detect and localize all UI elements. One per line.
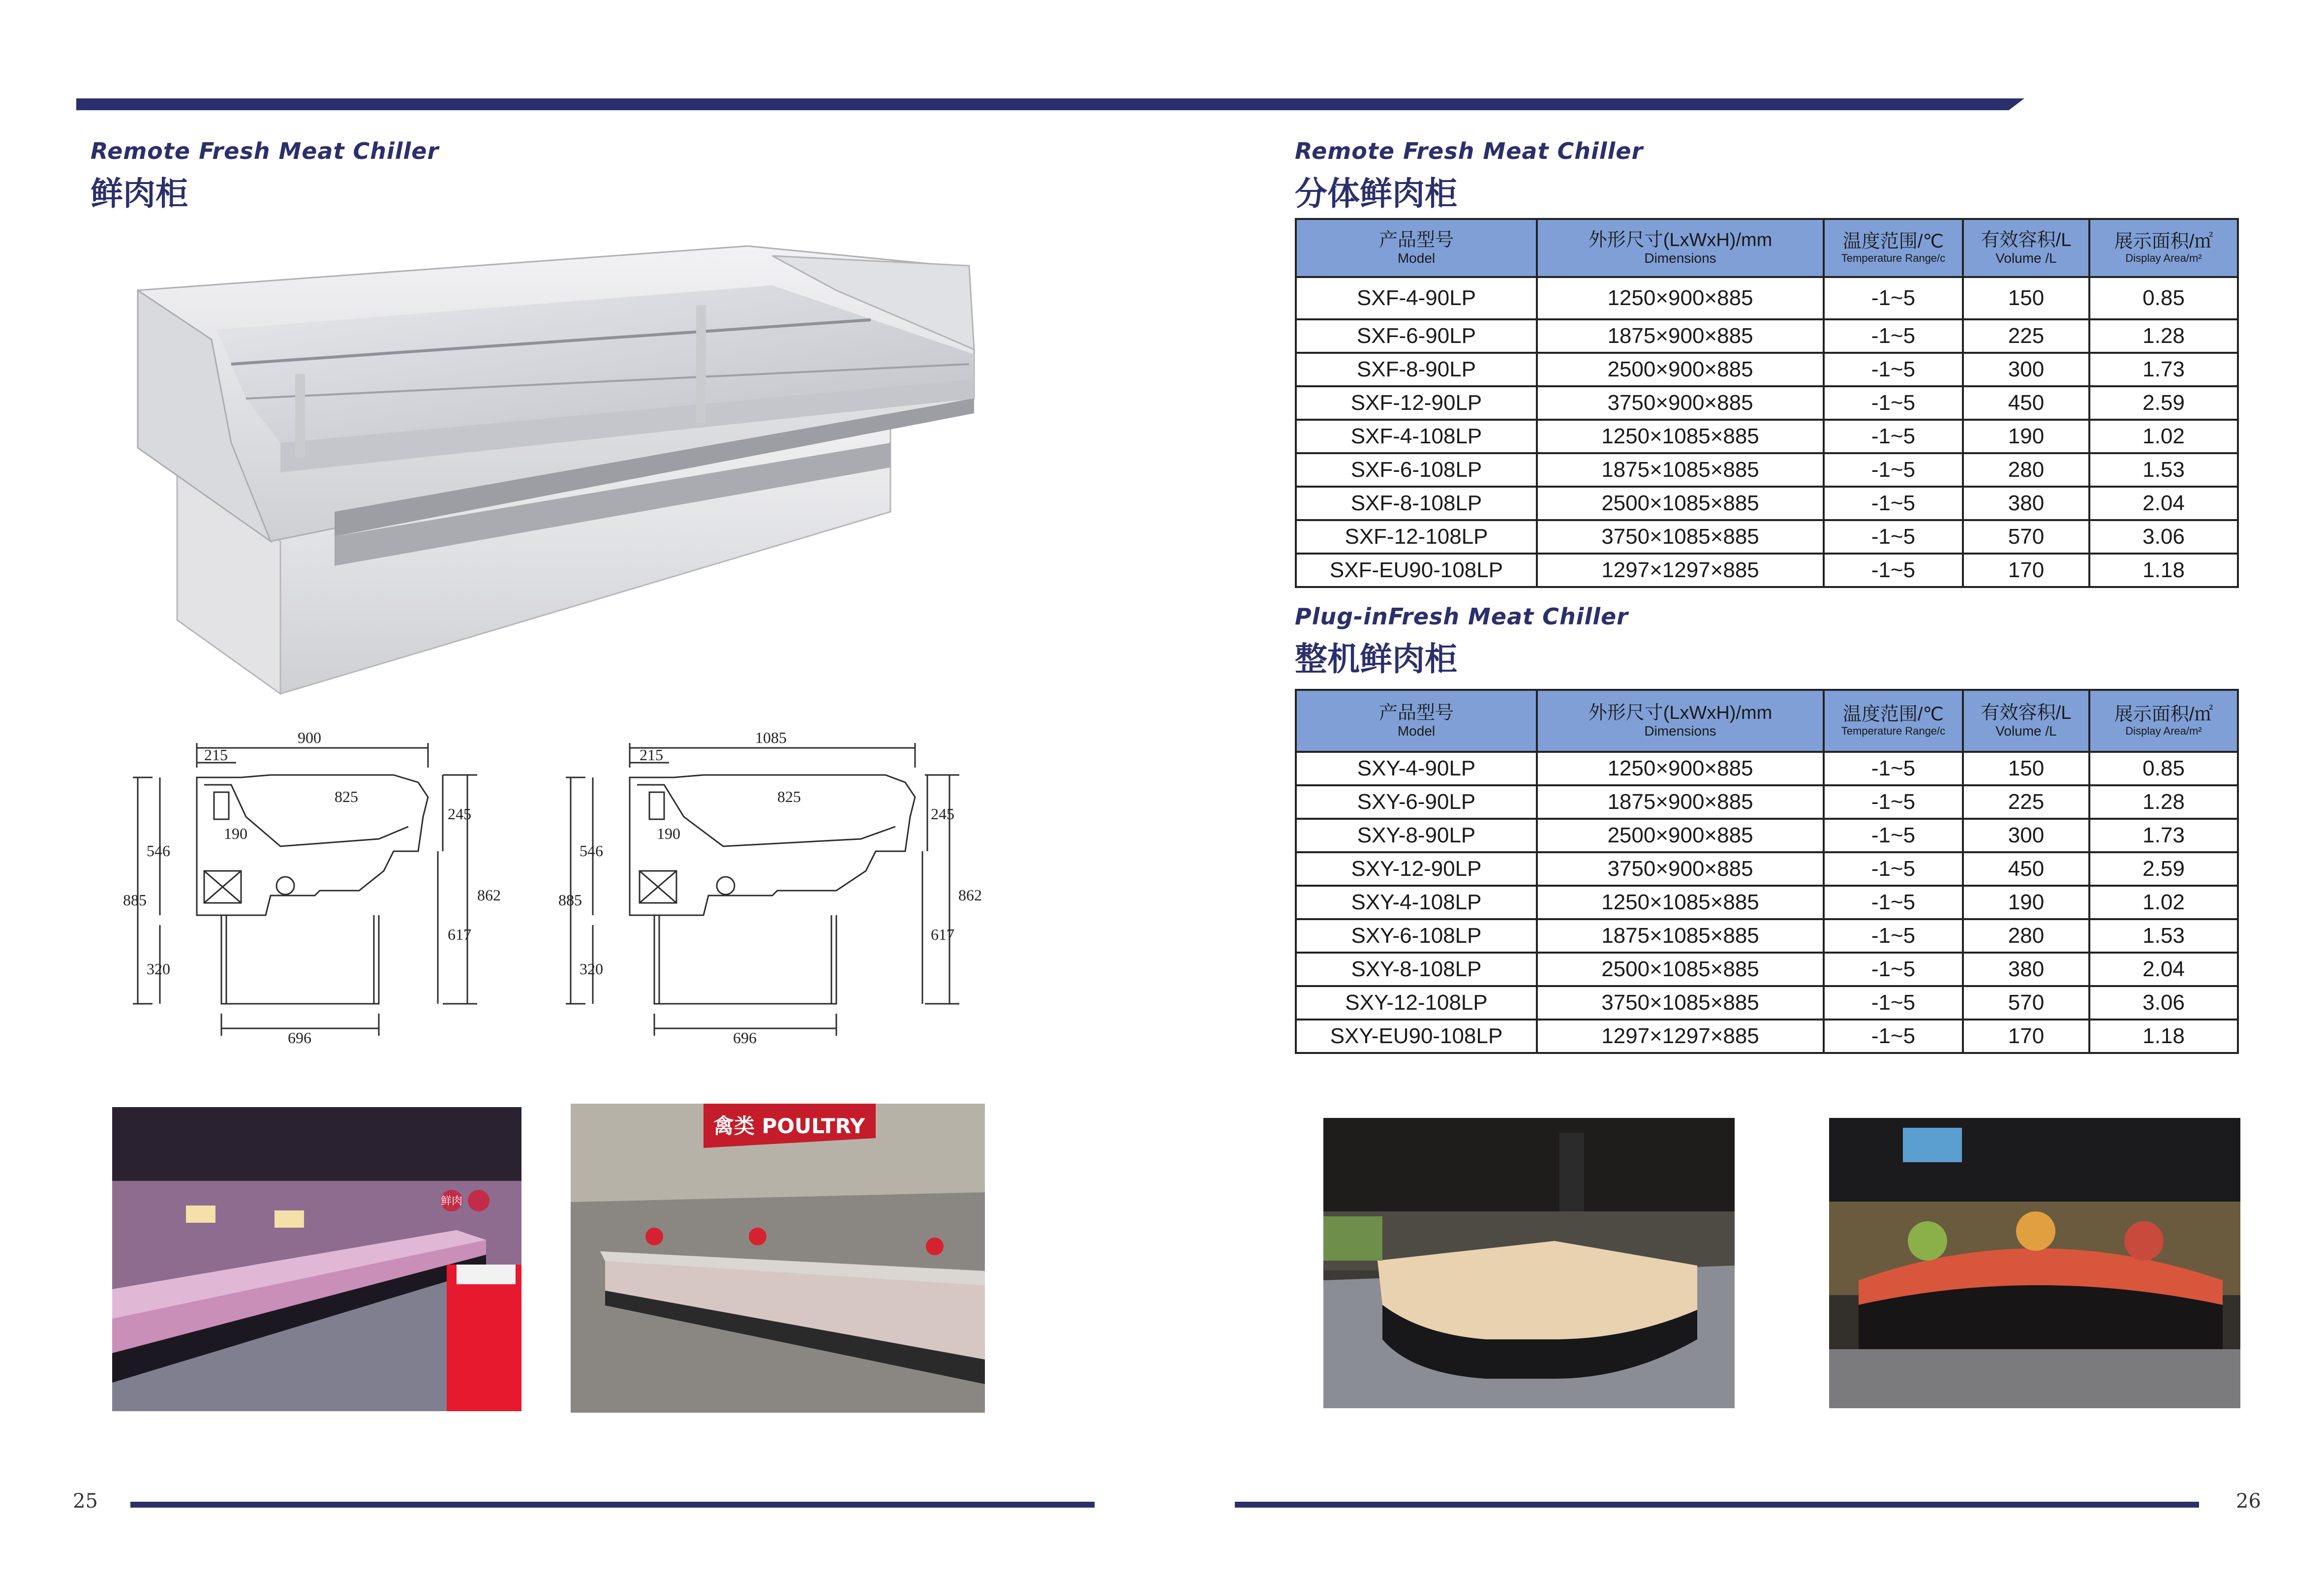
cell-temperature: -1~5	[1824, 953, 1963, 986]
table-row	[1296, 487, 2238, 520]
cell-dimensions: 1297×1297×885	[1537, 1020, 1824, 1053]
cell-volume: 570	[1963, 986, 2089, 1020]
dim-d1: 215	[204, 746, 228, 764]
cell-temperature: -1~5	[1824, 852, 1963, 886]
left-title-cn: 鲜肉柜	[91, 175, 188, 213]
cell-dimensions: 1875×1085×885	[1537, 453, 1824, 487]
side-section-drawing-1085	[558, 728, 984, 1047]
cell-model: SXF-8-108LP	[1296, 487, 1537, 520]
cell-display-area: 1.02	[2089, 886, 2238, 919]
top-divider-bar	[76, 98, 2024, 110]
header-temperature: 温度范围/℃ Temperature Range/c	[1824, 219, 1963, 277]
cell-volume: 190	[1963, 886, 2089, 919]
cell-temperature: -1~5	[1824, 453, 1963, 487]
cell-temperature: -1~5	[1824, 886, 1963, 919]
cell-dimensions: 3750×900×885	[1537, 386, 1824, 420]
dim-h-b: 320	[580, 960, 603, 978]
dim-base: 696	[733, 1029, 757, 1047]
cell-model: SXF-6-90LP	[1296, 319, 1537, 353]
cell-display-area: 2.04	[2089, 953, 2238, 986]
cell-volume: 190	[1963, 420, 2089, 453]
header-model: 产品型号 Model	[1296, 219, 1537, 277]
cell-dimensions: 1875×900×885	[1537, 785, 1824, 819]
dim-d1: 215	[640, 746, 663, 764]
cell-model: SXF-4-108LP	[1296, 420, 1537, 453]
cell-dimensions: 2500×1085×885	[1537, 487, 1824, 520]
remote-title-en: Remote Fresh Meat Chiller	[1295, 138, 1644, 164]
cell-temperature: -1~5	[1824, 277, 1963, 319]
cell-volume: 300	[1963, 353, 2089, 386]
cell-temperature: -1~5	[1824, 752, 1963, 785]
left-title-en: Remote Fresh Meat Chiller	[91, 138, 439, 164]
table-row	[1296, 554, 2238, 587]
header-dimensions: 外形尺寸(LxWxH)/mm Dimensions	[1537, 690, 1824, 752]
cell-temperature: -1~5	[1824, 785, 1963, 819]
cell-volume: 280	[1963, 919, 2089, 953]
remote-spec-table	[1295, 218, 2239, 588]
cell-dimensions: 1250×900×885	[1537, 277, 1824, 319]
table-row	[1296, 919, 2238, 953]
cell-volume: 170	[1963, 554, 2089, 587]
header-volume: 有效容积/L Volume /L	[1963, 219, 2089, 277]
cell-display-area: 1.73	[2089, 819, 2238, 852]
cell-temperature: -1~5	[1824, 420, 1963, 453]
cell-display-area: 1.28	[2089, 319, 2238, 353]
cell-model: SXY-8-90LP	[1296, 819, 1537, 852]
cell-display-area: 1.53	[2089, 453, 2238, 487]
cell-display-area: 1.18	[2089, 554, 2238, 587]
cell-volume: 225	[1963, 319, 2089, 353]
cell-volume: 450	[1963, 386, 2089, 420]
cell-temperature: -1~5	[1824, 520, 1963, 554]
dim-h-total: 885	[558, 891, 582, 909]
cell-volume: 225	[1963, 785, 2089, 819]
cell-model: SXY-4-90LP	[1296, 752, 1537, 785]
cell-dimensions: 2500×900×885	[1537, 353, 1824, 386]
table-row	[1296, 886, 2238, 919]
cell-model: SXF-4-90LP	[1296, 277, 1537, 319]
header-model: 产品型号 Model	[1296, 690, 1537, 752]
cell-model: SXY-8-108LP	[1296, 953, 1537, 986]
table-row	[1296, 1020, 2238, 1053]
plugin-title-cn: 整机鲜肉柜	[1295, 640, 1457, 678]
dim-h-c: 245	[448, 805, 471, 823]
dim-h-c: 245	[931, 805, 954, 823]
store-photo-island-counter	[1323, 1118, 1735, 1408]
cell-volume: 150	[1963, 277, 2089, 319]
store-photo-meat-counter-pink	[112, 1107, 521, 1411]
table-row	[1296, 386, 2238, 420]
header-temperature: 温度范围/℃ Temperature Range/c	[1824, 690, 1963, 752]
table-row	[1296, 785, 2238, 819]
table-header-row	[1296, 219, 2238, 277]
dim-total-depth: 900	[298, 729, 321, 746]
cell-dimensions: 2500×900×885	[1537, 819, 1824, 852]
dim-h-a: 546	[147, 842, 170, 860]
cell-volume: 380	[1963, 487, 2089, 520]
dim-total-depth: 1085	[755, 729, 787, 746]
table-row	[1296, 953, 2238, 986]
cell-volume: 170	[1963, 1020, 2089, 1053]
cell-dimensions: 1875×900×885	[1537, 319, 1824, 353]
cell-display-area: 2.59	[2089, 386, 2238, 420]
cell-dimensions: 2500×1085×885	[1537, 953, 1824, 986]
store-photo-poultry-counter	[571, 1104, 985, 1413]
cell-dimensions: 1250×1085×885	[1537, 420, 1824, 453]
dim-h-f: 190	[224, 825, 247, 842]
cell-display-area: 1.18	[2089, 1020, 2238, 1053]
dim-d2: 825	[777, 788, 801, 805]
dim-h-f: 190	[657, 825, 680, 842]
cell-dimensions: 1875×1085×885	[1537, 919, 1824, 953]
cell-display-area: 3.06	[2089, 520, 2238, 554]
table-row	[1296, 420, 2238, 453]
cell-model: SXF-12-108LP	[1296, 520, 1537, 554]
store-sign: 鲜肉	[441, 1195, 463, 1207]
table-row	[1296, 520, 2238, 554]
cell-dimensions: 3750×1085×885	[1537, 520, 1824, 554]
dim-h-e: 617	[931, 926, 954, 943]
cell-display-area: 1.02	[2089, 420, 2238, 453]
cell-display-area: 1.53	[2089, 919, 2238, 953]
header-display-area: 展示面积/㎡ Display Area/m²	[2089, 690, 2238, 752]
cell-volume: 380	[1963, 953, 2089, 986]
bottom-divider-bar-left	[130, 1502, 1095, 1508]
bottom-divider-bar-right	[1235, 1502, 2199, 1508]
cell-display-area: 2.04	[2089, 487, 2238, 520]
table-row	[1296, 752, 2238, 785]
cell-temperature: -1~5	[1824, 986, 1963, 1020]
remote-title-cn: 分体鲜肉柜	[1295, 175, 1457, 213]
table-row	[1296, 353, 2238, 386]
cell-temperature: -1~5	[1824, 353, 1963, 386]
dim-h-a: 546	[580, 842, 603, 860]
cell-display-area: 1.73	[2089, 353, 2238, 386]
dim-h-d: 862	[477, 886, 501, 904]
cell-model: SXY-6-90LP	[1296, 785, 1537, 819]
cell-temperature: -1~5	[1824, 319, 1963, 353]
table-row	[1296, 986, 2238, 1020]
cell-model: SXY-12-90LP	[1296, 852, 1537, 886]
cell-model: SXF-12-90LP	[1296, 386, 1537, 420]
cell-temperature: -1~5	[1824, 487, 1963, 520]
cell-dimensions: 1297×1297×885	[1537, 554, 1824, 587]
cell-model: SXF-8-90LP	[1296, 353, 1537, 386]
cell-display-area: 0.85	[2089, 752, 2238, 785]
cell-volume: 570	[1963, 520, 2089, 554]
cell-model: SXY-6-108LP	[1296, 919, 1537, 953]
cell-dimensions: 1250×900×885	[1537, 752, 1824, 785]
cell-model: SXF-6-108LP	[1296, 453, 1537, 487]
cell-volume: 450	[1963, 852, 2089, 886]
cell-volume: 300	[1963, 819, 2089, 852]
side-section-drawing-900	[123, 728, 517, 1047]
table-row	[1296, 453, 2238, 487]
cell-model: SXY-12-108LP	[1296, 986, 1537, 1020]
cell-model: SXF-EU90-108LP	[1296, 554, 1537, 587]
dim-d2: 825	[335, 788, 358, 805]
dim-h-total: 885	[123, 891, 147, 909]
cell-temperature: -1~5	[1824, 819, 1963, 852]
dim-h-d: 862	[958, 886, 982, 904]
dim-base: 696	[288, 1029, 311, 1047]
cell-model: SXY-EU90-108LP	[1296, 1020, 1537, 1053]
table-row	[1296, 819, 2238, 852]
cell-dimensions: 3750×1085×885	[1537, 986, 1824, 1020]
cell-temperature: -1~5	[1824, 1020, 1963, 1053]
plugin-title-en: Plug-inFresh Meat Chiller	[1295, 603, 1628, 630]
cell-temperature: -1~5	[1824, 919, 1963, 953]
header-display-area: 展示面积/㎡ Display Area/m²	[2089, 219, 2238, 277]
cell-volume: 280	[1963, 453, 2089, 487]
table-row	[1296, 319, 2238, 353]
poultry-sign: 禽类 POULTRY	[713, 1114, 865, 1138]
store-photo-curved-counter	[1829, 1118, 2240, 1408]
cell-display-area: 0.85	[2089, 277, 2238, 319]
cell-dimensions: 3750×900×885	[1537, 852, 1824, 886]
cell-display-area: 2.59	[2089, 852, 2238, 886]
cell-volume: 150	[1963, 752, 2089, 785]
cell-temperature: -1~5	[1824, 554, 1963, 587]
header-volume: 有效容积/L Volume /L	[1963, 690, 2089, 752]
header-dimensions: 外形尺寸(LxWxH)/mm Dimensions	[1537, 219, 1824, 277]
dim-h-b: 320	[147, 960, 170, 978]
page-number-right: 26	[2236, 1490, 2261, 1513]
cell-display-area: 1.28	[2089, 785, 2238, 819]
dim-h-e: 617	[448, 926, 471, 943]
cell-temperature: -1~5	[1824, 386, 1963, 420]
table-row	[1296, 852, 2238, 886]
table-header-row	[1296, 690, 2238, 752]
page-number-left: 25	[73, 1490, 98, 1513]
cell-dimensions: 1250×1085×885	[1537, 886, 1824, 919]
cell-model: SXY-4-108LP	[1296, 886, 1537, 919]
plugin-spec-table	[1295, 689, 2239, 1054]
cell-display-area: 3.06	[2089, 986, 2238, 1020]
chiller-product-render	[133, 236, 989, 699]
table-row	[1296, 277, 2238, 319]
